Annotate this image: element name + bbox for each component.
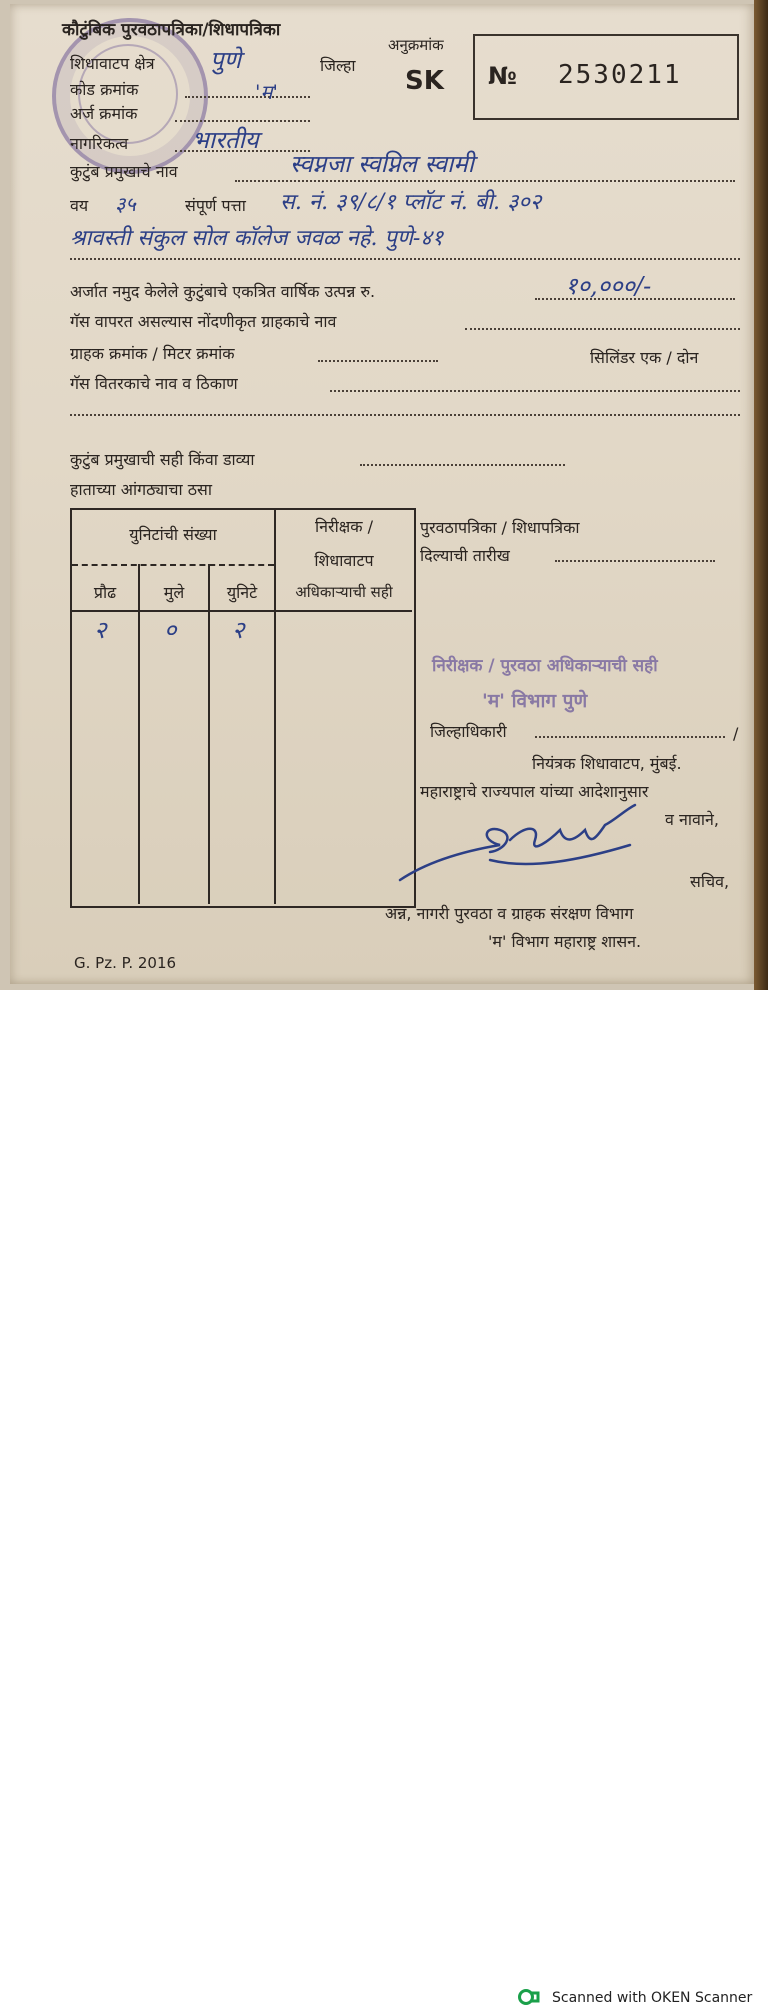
- age-value: ३५: [115, 192, 136, 216]
- units-value: २: [232, 616, 245, 644]
- gas-consumer-label: गॅस वापरत असल्यास नोंदणीकृत ग्राहकाचे नाव: [70, 312, 337, 331]
- issue-date-label-2: दिल्याची तारीख: [420, 546, 510, 565]
- application-dots: [175, 120, 310, 122]
- card-title: कौटुंबिक पुरवठापत्रिका/शिधापत्रिका: [62, 20, 281, 40]
- inspector-header-1: निरीक्षक /: [315, 517, 373, 536]
- address-label: संपूर्ण पत्ता: [185, 196, 246, 215]
- order-line-2: व नावाने,: [665, 810, 720, 829]
- area-value: पुणे: [210, 46, 241, 74]
- officer-stamp-line-2: 'म' विभाग पुणे: [482, 690, 588, 712]
- serial-label: अनुक्रमांक: [388, 36, 444, 54]
- collector-label: जिल्हाधिकारी: [430, 722, 507, 741]
- col-units-header: युनिटे: [226, 583, 258, 602]
- code-dots: [185, 96, 310, 98]
- serial-number: 2530211: [558, 60, 682, 90]
- page-edge: [754, 0, 768, 990]
- inspector-header-3: अधिकाऱ्याची सही: [295, 583, 393, 601]
- controller-label: नियंत्रक शिधावाटप, मुंबई.: [532, 754, 682, 773]
- gas-consumer-dots: [465, 328, 740, 330]
- government-line: 'म' विभाग महाराष्ट्र शासन.: [488, 932, 642, 951]
- citizenship-value: भारतीय: [192, 126, 259, 154]
- signature-dots: [360, 464, 565, 466]
- collector-dots: [535, 736, 725, 738]
- address-line-1: स. नं. ३९/८/१ प्लॉट नं. बी. ३०२: [280, 190, 542, 215]
- adults-value: २: [94, 616, 107, 644]
- department-line: अन्न, नागरी पुरवठा व ग्राहक संरक्षण विभाग: [385, 904, 634, 923]
- gas-dealer-label: गॅस वितरकाचे नाव व ठिकाण: [70, 374, 238, 393]
- children-value: ०: [164, 616, 177, 644]
- code-label: कोड क्रमांक: [70, 80, 139, 99]
- application-label: अर्ज क्रमांक: [70, 104, 138, 123]
- cylinder-label: सिलिंडर एक / दोन: [590, 348, 699, 367]
- head-name-value: स्वप्नजा स्वप्निल स्वामी: [290, 150, 474, 178]
- address-dots: [70, 258, 740, 260]
- address-line-2: श्रावस्ती संकुल सोल कॉलेज जवळ नहे. पुणे-४१: [70, 226, 444, 251]
- officer-stamp-line-1: निरीक्षक / पुरवठा अधिकाऱ्याची सही: [432, 656, 658, 676]
- income-value: १०,०००/-: [565, 272, 652, 300]
- gas-dealer-dots-2: [70, 414, 740, 416]
- head-name-label: कुटुंब प्रमुखाचे नाव: [70, 162, 178, 181]
- number-sign: №: [488, 62, 517, 90]
- oken-logo-icon: [518, 1988, 540, 2006]
- area-label: शिधावाटप क्षेत्र: [70, 54, 155, 73]
- age-label: वय: [70, 196, 89, 215]
- order-line-1: महाराष्ट्राचे राज्यपाल यांच्या आदेशानुसार: [420, 782, 649, 801]
- consumer-meter-label: ग्राहक क्रमांक / मिटर क्रमांक: [70, 344, 235, 363]
- gas-dealer-dots: [330, 390, 740, 392]
- citizenship-label: नागरिकत्व: [70, 134, 129, 153]
- issue-date-dots: [555, 560, 715, 562]
- print-code: G. Pz. P. 2016: [74, 954, 177, 972]
- scanner-watermark-bar: [0, 990, 768, 2006]
- collector-slash: /: [733, 724, 739, 743]
- scanner-watermark-text: Scanned with OKEN Scanner: [552, 1990, 753, 2006]
- signature-label-2: हाताच्या आंगठ्याचा ठसा: [70, 480, 212, 499]
- series-code: SK: [405, 66, 444, 96]
- signature-label-1: कुटुंब प्रमुखाची सही किंवा डाव्या: [70, 450, 255, 469]
- income-label: अर्जात नमुद केलेले कुटुंबाचे एकत्रित वार्षिक उत्पन्न रु.: [70, 282, 376, 301]
- scanned-photo: [0, 0, 768, 990]
- col-adults-header: प्रौढ: [93, 583, 117, 602]
- head-name-dots: [235, 180, 735, 182]
- col-children-header: मुले: [163, 583, 185, 602]
- consumer-meter-dots: [318, 360, 438, 362]
- district-label: जिल्हा: [320, 56, 356, 75]
- secretary-label: सचिव,: [690, 872, 730, 891]
- code-value: 'म': [255, 80, 278, 104]
- units-group-header: युनिटांची संख्या: [129, 525, 217, 544]
- units-table: [70, 508, 416, 908]
- issue-date-label-1: पुरवठापत्रिका / शिधापत्रिका: [420, 518, 580, 537]
- inspector-header-2: शिधावाटप: [314, 551, 374, 570]
